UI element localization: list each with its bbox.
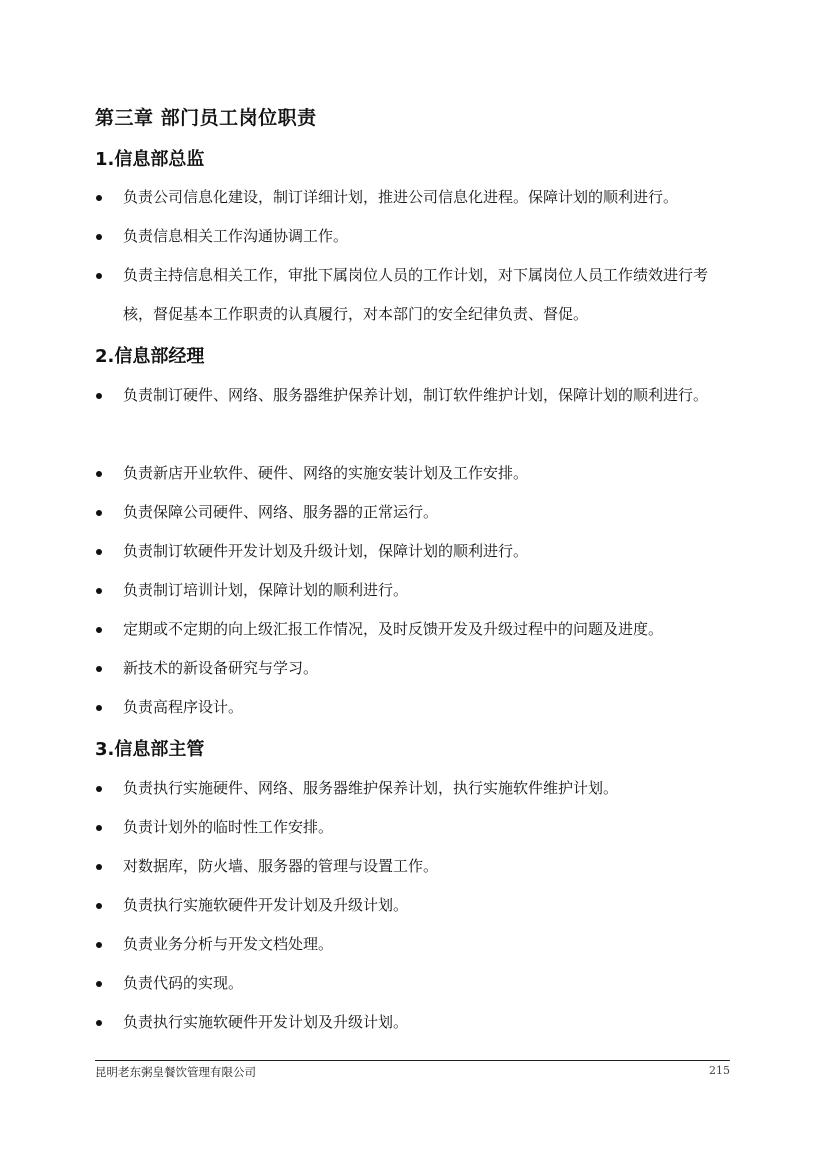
list-item-text: 负责高程序设计。 <box>123 698 244 716</box>
list-item <box>95 532 725 571</box>
list-item <box>95 610 725 649</box>
list-item <box>95 1003 725 1042</box>
list-item-text: 定期或不定期的向上级汇报工作情况，及时反馈开发及升级过程中的问题及进度。 <box>123 620 664 638</box>
list-item <box>95 925 725 964</box>
bullet-icon <box>95 925 123 964</box>
list-item-text: 新技术的新设备研究与学习。 <box>123 659 319 677</box>
chapter-title: 第三章 部门员工岗位职责 <box>95 107 317 129</box>
list-item-text: 负责执行实施软硬件开发计划及升级计划。 <box>123 1013 409 1031</box>
list-item-text: 对数据库，防火墙、服务器的管理与设置工作。 <box>123 857 439 875</box>
list-item <box>95 964 725 1003</box>
list-item <box>95 217 725 256</box>
list-item-text: 负责公司信息化建设，制订详细计划，推进公司信息化进程。保障计划的顺利进行。 <box>123 188 679 206</box>
list-item <box>95 649 725 688</box>
footer-divider <box>95 1060 730 1061</box>
list-item <box>95 454 725 493</box>
list-item <box>95 178 725 217</box>
list-item-text: 负责主持信息相关工作，审批下属岗位人员的工作计划，对下属岗位人员工作绩效进行考核，督促基本工作职责的认真履行，对本部门的安全纪律负责、督促。 <box>123 266 709 323</box>
section-title-1: 1.信息部总监 <box>95 149 205 170</box>
list-item-text: 负责制订培训计划，保障计划的顺利进行。 <box>123 581 409 599</box>
bullet-icon <box>95 808 123 847</box>
list-item-text: 负责信息相关工作沟通协调工作。 <box>123 227 349 245</box>
list-item-text: 负责保障公司硬件、网络、服务器的正常运行。 <box>123 503 439 521</box>
list-item <box>95 493 725 532</box>
list-item-text: 负责制订硬件、网络、服务器维护保养计划，制订软件维护计划，保障计划的顺利进行。 <box>123 386 709 404</box>
list-item <box>95 688 725 727</box>
list-item <box>95 571 725 610</box>
list-item-text: 负责代码的实现。 <box>123 974 244 992</box>
bullet-icon <box>95 454 123 493</box>
list-item <box>95 376 725 415</box>
section-title-2: 2.信息部经理 <box>95 346 205 367</box>
list-item-text: 负责计划外的临时性工作安排。 <box>123 818 334 836</box>
page-number: 215 <box>709 1064 730 1077</box>
footer-company: 昆明老东粥皇餐饮管理有限公司 <box>95 1065 256 1079</box>
bullet-icon <box>95 610 123 649</box>
list-item-text: 负责新店开业软件、硬件、网络的实施安装计划及工作安排。 <box>123 464 529 482</box>
bullet-icon <box>95 649 123 688</box>
bullet-icon <box>95 217 123 256</box>
list-item <box>95 769 725 808</box>
bullet-icon <box>95 964 123 1003</box>
bullet-icon <box>95 376 123 415</box>
list-item-text: 负责业务分析与开发文档处理。 <box>123 935 334 953</box>
bullet-icon <box>95 532 123 571</box>
list-item <box>95 256 725 334</box>
section-title-3: 3.信息部主管 <box>95 739 205 760</box>
bullet-icon <box>95 256 123 295</box>
list-item <box>95 808 725 847</box>
bullet-icon <box>95 847 123 886</box>
bullet-icon <box>95 688 123 727</box>
bullet-icon <box>95 178 123 217</box>
list-item-text: 负责执行实施硬件、网络、服务器维护保养计划，执行实施软件维护计划。 <box>123 779 619 797</box>
list-item <box>95 886 725 925</box>
bullet-icon <box>95 571 123 610</box>
bullet-icon <box>95 886 123 925</box>
bullet-icon <box>95 493 123 532</box>
bullet-icon <box>95 1003 123 1042</box>
list-item-text: 负责制订软硬件开发计划及升级计划，保障计划的顺利进行。 <box>123 542 529 560</box>
list-item <box>95 847 725 886</box>
list-item-text: 负责执行实施软硬件开发计划及升级计划。 <box>123 896 409 914</box>
bullet-icon <box>95 769 123 808</box>
